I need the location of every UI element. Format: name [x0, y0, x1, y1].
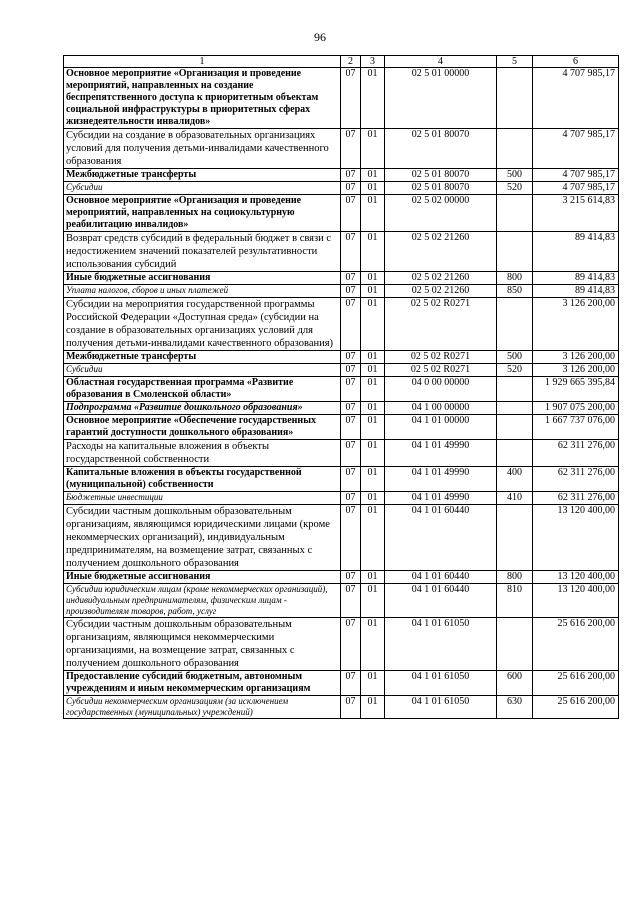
row-description: Капитальные вложения в объекты государственной (муниципальной) собственности: [64, 467, 341, 492]
row-amount: 3 126 200,00: [533, 298, 619, 351]
row-amount: 3 126 200,00: [533, 351, 619, 364]
row-expense-type: 600: [497, 671, 533, 696]
row-amount: 25 616 200,00: [533, 618, 619, 671]
row-target-code: 04 1 01 60440: [385, 584, 497, 618]
row-section: 07: [341, 696, 361, 719]
row-target-code: 04 1 00 00000: [385, 402, 497, 415]
table-row: [64, 272, 619, 285]
table-row: [64, 377, 619, 402]
row-subsection: 01: [361, 618, 385, 671]
row-section: 07: [341, 492, 361, 505]
row-section: 07: [341, 671, 361, 696]
row-subsection: 01: [361, 272, 385, 285]
row-subsection: 01: [361, 285, 385, 298]
row-section: 07: [341, 440, 361, 467]
table-row: [64, 68, 619, 129]
row-amount: 13 120 400,00: [533, 584, 619, 618]
row-target-code: 02 5 02 R0271: [385, 351, 497, 364]
row-subsection: 01: [361, 169, 385, 182]
row-section: 07: [341, 402, 361, 415]
header-cell: 3: [361, 56, 385, 68]
row-section: 07: [341, 584, 361, 618]
row-expense-type: 850: [497, 285, 533, 298]
row-subsection: 01: [361, 402, 385, 415]
row-section: 07: [341, 68, 361, 129]
row-subsection: 01: [361, 129, 385, 169]
row-amount: 4 707 985,17: [533, 182, 619, 195]
row-target-code: 02 5 02 R0271: [385, 364, 497, 377]
row-description: Расходы на капитальные вложения в объекты государственной собственности: [64, 440, 341, 467]
row-description: Уплата налогов, сборов и иных платежей: [64, 285, 341, 298]
table-row: [64, 402, 619, 415]
budget-table: [63, 55, 619, 719]
row-expense-type: [497, 618, 533, 671]
row-section: 07: [341, 285, 361, 298]
row-expense-type: [497, 415, 533, 440]
row-description: Основное мероприятие «Обеспечение государственных гарантий доступности дошкольного образования»: [64, 415, 341, 440]
row-expense-type: 800: [497, 571, 533, 584]
row-subsection: 01: [361, 351, 385, 364]
table-row: [64, 584, 619, 618]
row-description: Субсидии: [64, 364, 341, 377]
row-subsection: 01: [361, 584, 385, 618]
table-row: [64, 467, 619, 492]
row-subsection: 01: [361, 505, 385, 571]
row-amount: 89 414,83: [533, 272, 619, 285]
row-amount: 3 126 200,00: [533, 364, 619, 377]
row-description: Бюджетные инвестиции: [64, 492, 341, 505]
row-expense-type: 520: [497, 182, 533, 195]
row-expense-type: 500: [497, 169, 533, 182]
row-expense-type: [497, 195, 533, 232]
row-description: Предоставление субсидий бюджетным, автономным учреждениям и иным некоммерческим организациям: [64, 671, 341, 696]
row-subsection: 01: [361, 415, 385, 440]
row-description: Субсидии на создание в образовательных организациях условий для получения детьми-инвалидами качественного образования: [64, 129, 341, 169]
row-subsection: 01: [361, 364, 385, 377]
row-amount: 1 907 075 200,00: [533, 402, 619, 415]
row-target-code: 02 5 01 80070: [385, 169, 497, 182]
row-amount: 13 120 400,00: [533, 505, 619, 571]
row-description: Основное мероприятие «Организация и проведение мероприятий, направленных на социокультурную реабилитацию инвалидов»: [64, 195, 341, 232]
row-description: Областная государственная программа «Развитие образования в Смоленской области»: [64, 377, 341, 402]
row-subsection: 01: [361, 232, 385, 272]
row-target-code: 04 1 01 60440: [385, 505, 497, 571]
row-expense-type: 500: [497, 351, 533, 364]
row-target-code: 04 1 01 00000: [385, 415, 497, 440]
row-description: Субсидии на мероприятия государственной программы Российской Федерации «Доступная среда» (субсидии на создание в образовательных организациях условий для получения детьми-инвалидами качественного образования): [64, 298, 341, 351]
row-section: 07: [341, 505, 361, 571]
row-target-code: 04 1 01 49990: [385, 440, 497, 467]
row-expense-type: [497, 377, 533, 402]
row-section: 07: [341, 298, 361, 351]
table-row: [64, 671, 619, 696]
table-row: [64, 696, 619, 719]
row-section: 07: [341, 169, 361, 182]
row-expense-type: [497, 440, 533, 467]
row-target-code: 02 5 02 21260: [385, 272, 497, 285]
row-section: 07: [341, 415, 361, 440]
row-section: 07: [341, 364, 361, 377]
row-section: 07: [341, 129, 361, 169]
table-row: [64, 182, 619, 195]
row-expense-type: 810: [497, 584, 533, 618]
row-subsection: 01: [361, 492, 385, 505]
row-expense-type: [497, 129, 533, 169]
row-expense-type: 630: [497, 696, 533, 719]
table-row: [64, 415, 619, 440]
row-target-code: 02 5 01 80070: [385, 129, 497, 169]
row-section: 07: [341, 571, 361, 584]
row-description: Субсидии юридическим лицам (кроме некоммерческих организаций), индивидуальным предпринимателям, физическим лицам - производителям товаров, работ, услуг: [64, 584, 341, 618]
row-target-code: 02 5 01 80070: [385, 182, 497, 195]
table-row: [64, 285, 619, 298]
row-target-code: 02 5 01 00000: [385, 68, 497, 129]
row-amount: 62 311 276,00: [533, 492, 619, 505]
table-row: [64, 618, 619, 671]
header-cell: 6: [533, 56, 619, 68]
row-subsection: 01: [361, 671, 385, 696]
row-description: Субсидии некоммерческим организациям (за исключением государственных (муниципальных) учреждений): [64, 696, 341, 719]
header-cell: 1: [64, 56, 341, 68]
row-target-code: 04 1 01 61050: [385, 671, 497, 696]
row-subsection: 01: [361, 467, 385, 492]
table-row: [64, 351, 619, 364]
row-expense-type: 410: [497, 492, 533, 505]
row-amount: 3 215 614,83: [533, 195, 619, 232]
table-row: [64, 169, 619, 182]
row-amount: 1 667 737 076,00: [533, 415, 619, 440]
row-expense-type: [497, 232, 533, 272]
row-expense-type: 400: [497, 467, 533, 492]
row-section: 07: [341, 377, 361, 402]
row-section: 07: [341, 467, 361, 492]
row-expense-type: 520: [497, 364, 533, 377]
row-description: Субсидии частным дошкольным образовательным организациям, являющимся юридическими лицами (кроме некоммерческих организаций), индивидуальным предпринимателям, на возмещение затрат, связанных с получением дошкольного образования: [64, 505, 341, 571]
header-cell: 5: [497, 56, 533, 68]
row-subsection: 01: [361, 377, 385, 402]
row-section: 07: [341, 182, 361, 195]
row-subsection: 01: [361, 440, 385, 467]
row-amount: 13 120 400,00: [533, 571, 619, 584]
row-amount: 25 616 200,00: [533, 696, 619, 719]
row-description: Подпрограмма «Развитие дошкольного образования»: [64, 402, 341, 415]
table-row: [64, 571, 619, 584]
row-subsection: 01: [361, 696, 385, 719]
row-expense-type: [497, 298, 533, 351]
row-expense-type: [497, 505, 533, 571]
row-target-code: 02 5 02 00000: [385, 195, 497, 232]
row-target-code: 04 1 01 61050: [385, 696, 497, 719]
row-description: Возврат средств субсидий в федеральный бюджет в связи с недостижением значений показателей результативности использования субсидий: [64, 232, 341, 272]
row-section: 07: [341, 351, 361, 364]
row-target-code: 04 1 01 61050: [385, 618, 497, 671]
row-description: Межбюджетные трансферты: [64, 351, 341, 364]
row-amount: 1 929 665 395,84: [533, 377, 619, 402]
table-row: [64, 129, 619, 169]
table-row: [64, 232, 619, 272]
table-row: [64, 440, 619, 467]
row-target-code: 02 5 02 R0271: [385, 298, 497, 351]
table-row: [64, 364, 619, 377]
row-description: Основное мероприятие «Организация и проведение мероприятий, направленных на создание беспрепятственного доступа к приоритетным объектам социальной инфраструктуры в приоритетных сферах жизнедеятельности инвалидов»: [64, 68, 341, 129]
row-subsection: 01: [361, 571, 385, 584]
page-number: 96: [314, 30, 326, 44]
row-target-code: 04 1 01 60440: [385, 571, 497, 584]
row-amount: 62 311 276,00: [533, 440, 619, 467]
row-target-code: 04 0 00 00000: [385, 377, 497, 402]
row-subsection: 01: [361, 195, 385, 232]
row-amount: 89 414,83: [533, 232, 619, 272]
row-description: Субсидии: [64, 182, 341, 195]
row-amount: 4 707 985,17: [533, 68, 619, 129]
table-row: [64, 195, 619, 232]
row-section: 07: [341, 195, 361, 232]
row-description: Субсидии частным дошкольным образовательным организациям, являющимся некоммерческими организациями, на возмещение затрат, связанных с получением дошкольного образования: [64, 618, 341, 671]
header-cell: 2: [341, 56, 361, 68]
row-section: 07: [341, 272, 361, 285]
row-expense-type: 800: [497, 272, 533, 285]
row-amount: 89 414,83: [533, 285, 619, 298]
row-target-code: 02 5 02 21260: [385, 285, 497, 298]
row-description: Иные бюджетные ассигнования: [64, 272, 341, 285]
table-row: [64, 492, 619, 505]
row-description: Иные бюджетные ассигнования: [64, 571, 341, 584]
row-expense-type: [497, 68, 533, 129]
table-header-row: [64, 56, 619, 68]
row-description: Межбюджетные трансферты: [64, 169, 341, 182]
row-amount: 25 616 200,00: [533, 671, 619, 696]
row-target-code: 04 1 01 49990: [385, 492, 497, 505]
row-subsection: 01: [361, 298, 385, 351]
row-expense-type: [497, 402, 533, 415]
header-cell: 4: [385, 56, 497, 68]
row-subsection: 01: [361, 68, 385, 129]
row-amount: 62 311 276,00: [533, 467, 619, 492]
row-section: 07: [341, 618, 361, 671]
row-target-code: 04 1 01 49990: [385, 467, 497, 492]
table-row: [64, 505, 619, 571]
row-section: 07: [341, 232, 361, 272]
table-row: [64, 298, 619, 351]
row-amount: 4 707 985,17: [533, 169, 619, 182]
row-target-code: 02 5 02 21260: [385, 232, 497, 272]
row-amount: 4 707 985,17: [533, 129, 619, 169]
row-subsection: 01: [361, 182, 385, 195]
